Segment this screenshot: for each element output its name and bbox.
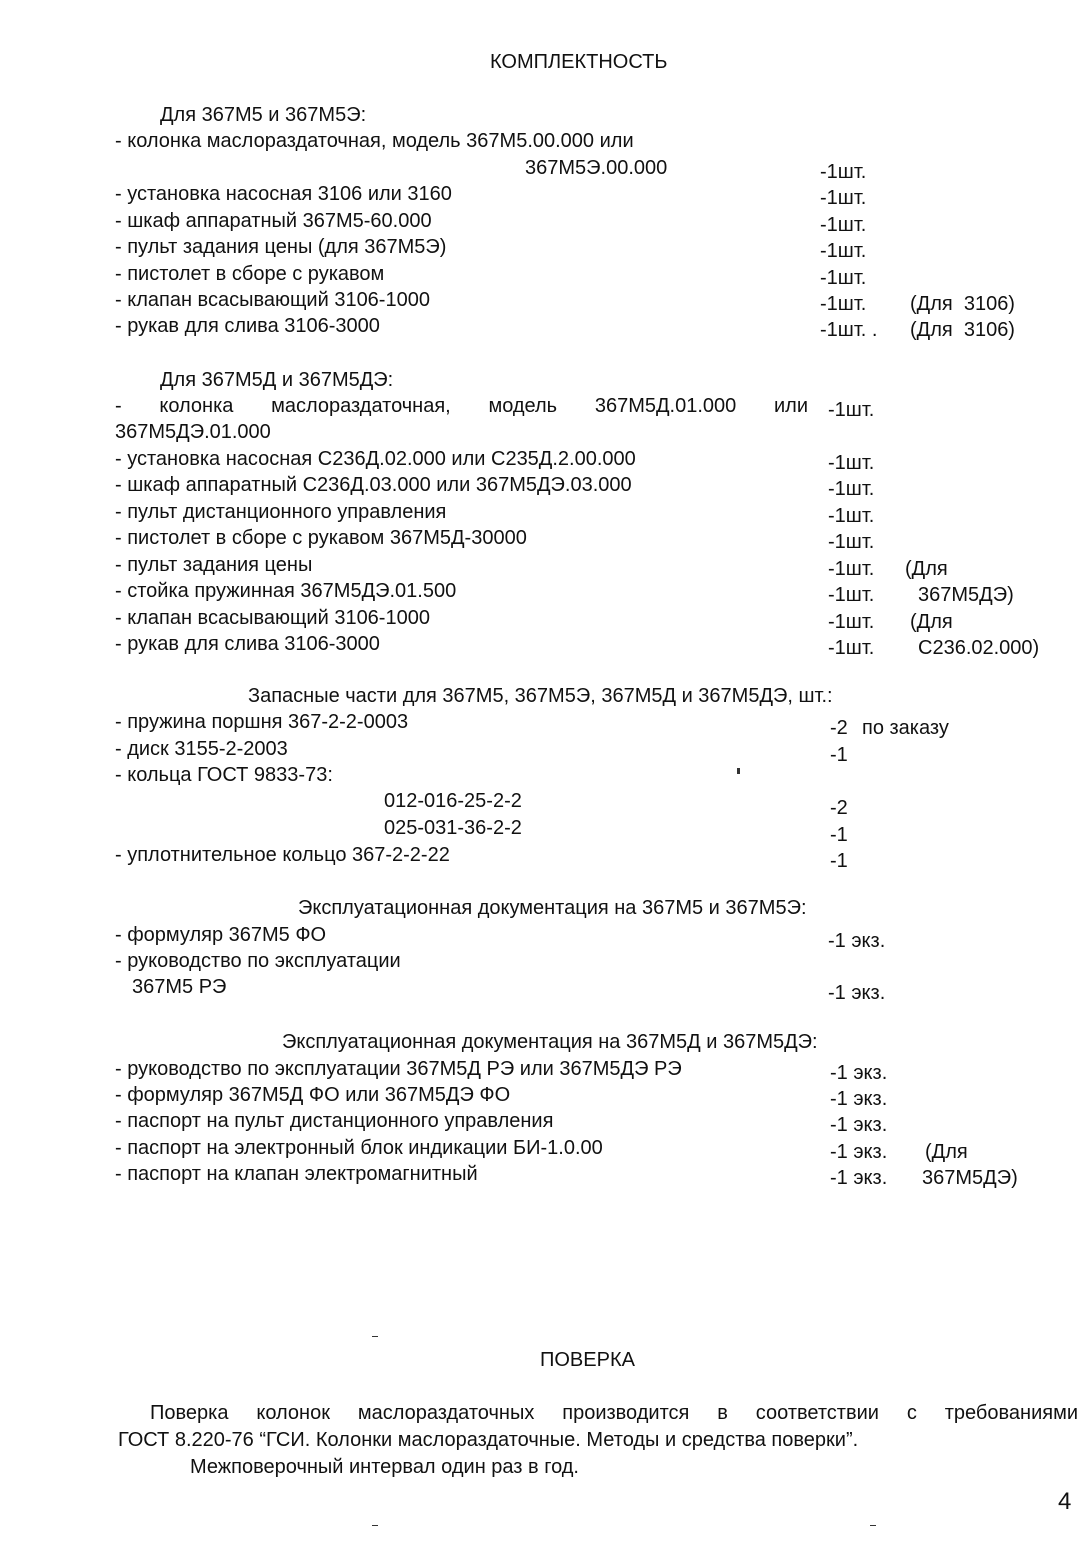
item-qty: -1шт. xyxy=(828,637,875,659)
item-qty: -1 экз. xyxy=(830,1167,888,1189)
verification-text: Поверка колонок маслораздаточных производится в соответствии с требованиями xyxy=(150,1402,1078,1424)
item-text: - руководство по эксплуатации 367М5Д РЭ или 367М5ДЭ РЭ xyxy=(115,1058,682,1080)
item-text: - пульт задания цены (для 367М5Э) xyxy=(115,236,447,258)
item-qty: -1шт. xyxy=(828,611,875,633)
item-text: - установка насосная 3106 или 3160 xyxy=(115,183,452,205)
item-qty: -1 xyxy=(830,850,848,872)
item-text: - паспорт на пульт дистанционного управления xyxy=(115,1110,554,1132)
verification-text: Межповерочный интервал один раз в год. xyxy=(190,1456,579,1478)
scan-speck xyxy=(737,768,740,774)
scan-speck xyxy=(372,1336,378,1337)
section-heading: Для 367М5 и 367М5Э: xyxy=(160,104,367,126)
section-heading: Эксплуатационная документация на 367М5Д и 367М5ДЭ: xyxy=(282,1031,818,1053)
item-qty: -1 экз. xyxy=(830,1114,888,1136)
verification-text: ГОСТ 8.220-76 “ГСИ. Колонки маслораздаточные. Методы и средства поверки”. xyxy=(118,1429,859,1451)
item-qty: -1шт. xyxy=(820,214,867,236)
item-text: - стойка пружинная 367М5ДЭ.01.500 xyxy=(115,580,457,602)
item-text: - рукав для слива 3106-3000 xyxy=(115,315,380,337)
item-text: - рукав для слива 3106-3000 xyxy=(115,633,380,655)
item-text: 025-031-36-2-2 xyxy=(384,817,522,839)
item-note: (Для xyxy=(925,1141,968,1163)
item-note: (Для 3106) xyxy=(910,319,1015,341)
item-qty: -2 xyxy=(830,797,848,819)
item-qty: -1 xyxy=(830,824,848,846)
item-qty: -2 xyxy=(830,717,848,739)
item-qty: -1 экз. xyxy=(828,982,886,1004)
item-text: - кольца ГОСТ 9833-73: xyxy=(115,764,333,786)
item-qty: -1шт. xyxy=(820,161,867,183)
item-text: - клапан всасывающий 3106-1000 xyxy=(115,289,430,311)
item-qty: -1шт. xyxy=(820,267,867,289)
item-qty: -1шт. xyxy=(828,505,875,527)
item-qty: -1шт. xyxy=(828,531,875,553)
item-text-cont: 367М5ДЭ.01.000 xyxy=(115,421,271,443)
item-note: 367М5ДЭ) xyxy=(922,1167,1018,1189)
item-qty: -1 экз. xyxy=(830,1088,888,1110)
item-note: (Для 3106) xyxy=(910,293,1015,315)
section-heading: Запасные части для 367М5, 367М5Э, 367М5Д и 367М5ДЭ, шт.: xyxy=(248,685,833,707)
verification-title: ПОВЕРКА xyxy=(540,1349,635,1371)
item-qty: -1шт. xyxy=(820,187,867,209)
item-text: - пульт дистанционного управления xyxy=(115,501,447,523)
item-qty: -1 xyxy=(830,744,848,766)
item-note: по заказу xyxy=(862,717,949,739)
item-note: С236.02.000) xyxy=(918,637,1040,659)
item-note: (Для xyxy=(905,558,948,580)
item-text: - пистолет в сборе с рукавом 367М5Д-30000 xyxy=(115,527,527,549)
item-qty: -1шт. xyxy=(828,399,875,421)
item-text: - установка насосная С236Д.02.000 или С235Д.2.00.000 xyxy=(115,448,636,470)
scan-speck xyxy=(870,1525,876,1526)
item-qty: -1шт. xyxy=(828,584,875,606)
item-note: 367М5ДЭ) xyxy=(918,584,1014,606)
item-text: - пистолет в сборе с рукавом xyxy=(115,263,385,285)
item-qty: -1шт. . xyxy=(820,319,878,341)
item-text: - клапан всасывающий 3106-1000 xyxy=(115,607,430,629)
item-qty: -1 экз. xyxy=(830,1141,888,1163)
page-number: 4 xyxy=(1058,1488,1072,1515)
item-text: - пружина поршня 367-2-2-0003 xyxy=(115,711,409,733)
section-heading: Для 367М5Д и 367М5ДЭ: xyxy=(160,369,394,391)
item-qty: -1шт. xyxy=(828,452,875,474)
item-qty: -1шт. xyxy=(828,558,875,580)
item-qty: -1 экз. xyxy=(830,1062,888,1084)
item-text: - колонка маслораздаточная, модель 367М5.00.000 или xyxy=(115,130,634,152)
item-text: 012-016-25-2-2 xyxy=(384,790,522,812)
item-text: - формуляр 367М5Д ФО или 367М5ДЭ ФО xyxy=(115,1084,511,1106)
item-qty: -1шт. xyxy=(828,478,875,500)
scan-speck xyxy=(372,1525,378,1526)
page-title: КОМПЛЕКТНОСТЬ xyxy=(490,51,668,73)
item-qty: -1шт. xyxy=(820,293,867,315)
item-text: - уплотнительное кольцо 367-2-2-22 xyxy=(115,844,450,866)
item-text: - шкаф аппаратный 367М5-60.000 xyxy=(115,210,432,232)
item-text-cont: 367М5Э.00.000 xyxy=(525,157,668,179)
item-text: - руководство по эксплуатации xyxy=(115,950,401,972)
item-note: (Для xyxy=(910,611,953,633)
item-text: - пульт задания цены xyxy=(115,554,313,576)
item-text: - шкаф аппаратный С236Д.03.000 или 367М5ДЭ.03.000 xyxy=(115,474,632,496)
item-qty: -1шт. xyxy=(820,240,867,262)
item-text: - колонка маслораздаточная, модель 367М5Д.01.000 или xyxy=(115,395,808,417)
item-text: - паспорт на клапан электромагнитный xyxy=(115,1163,478,1185)
item-text: - паспорт на электронный блок индикации БИ-1.0.00 xyxy=(115,1137,603,1159)
item-text-cont: 367М5 РЭ xyxy=(132,976,227,998)
section-heading: Эксплуатационная документация на 367М5 и 367М5Э: xyxy=(298,897,807,919)
item-text: - диск 3155-2-2003 xyxy=(115,738,288,760)
item-qty: -1 экз. xyxy=(828,930,886,952)
item-text: - формуляр 367М5 ФО xyxy=(115,924,327,946)
